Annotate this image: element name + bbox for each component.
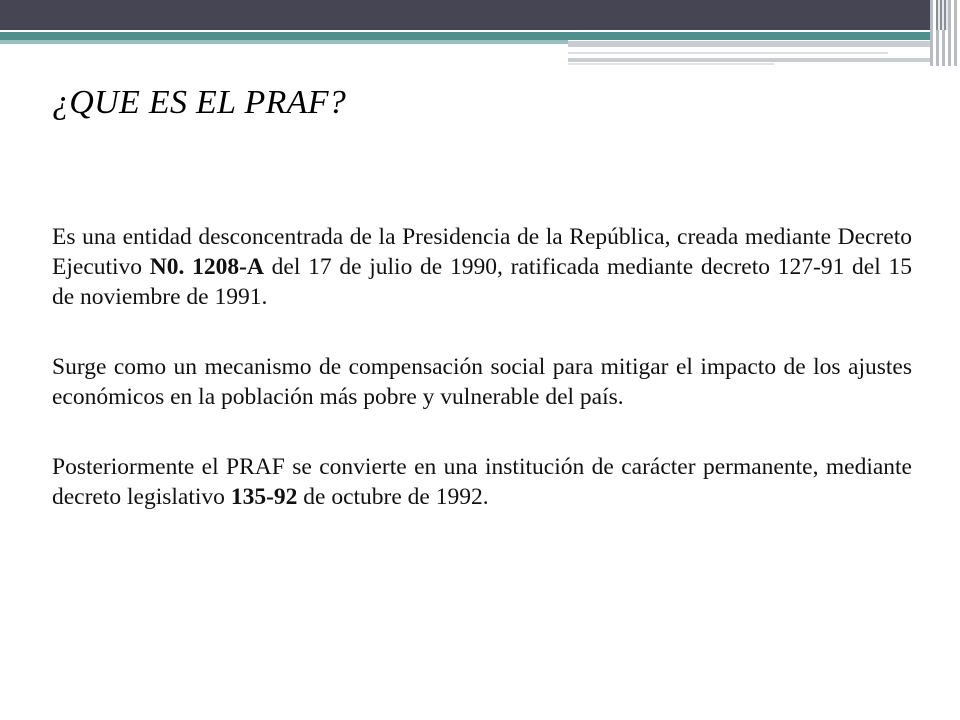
header-accent-line bbox=[0, 32, 960, 40]
paragraph-institution bbox=[52, 452, 912, 512]
text-run: Posteriormente el PRAF se convierte en una institución de carácter permanente, mediante decreto legislativo bbox=[52, 454, 912, 510]
slide-title: ¿QUE ES EL PRAF? bbox=[52, 84, 347, 121]
header-decor-line bbox=[568, 41, 940, 47]
text-run: del 17 de julio de 1990, ratificada mediante decreto 127-91 del 15 de noviembre de 1991. bbox=[52, 254, 912, 310]
corner-stripes-dark bbox=[936, 0, 948, 30]
paragraph-definition bbox=[52, 222, 912, 312]
text-run: Surge como un mecanismo de compensación social para mitigar el impacto de los ajustes económicos en la población más pobre y vulnerable del país. bbox=[52, 354, 912, 410]
header-decor-line bbox=[568, 58, 940, 62]
header-accent-line-light bbox=[0, 40, 568, 44]
decree-number: N0. 1208-A bbox=[149, 254, 264, 280]
header-decor-line bbox=[568, 52, 888, 54]
slide-body bbox=[52, 222, 912, 552]
text-run: de octubre de 1992. bbox=[297, 484, 489, 510]
header-bar bbox=[0, 0, 960, 30]
text-run: Es una entidad desconcentrada de la Presidencia de la República, creada mediante Decreto Ejecutivo bbox=[52, 224, 912, 280]
header-decor-line bbox=[568, 63, 774, 65]
decree-number: 135-92 bbox=[230, 484, 298, 510]
paragraph-purpose bbox=[52, 352, 912, 412]
